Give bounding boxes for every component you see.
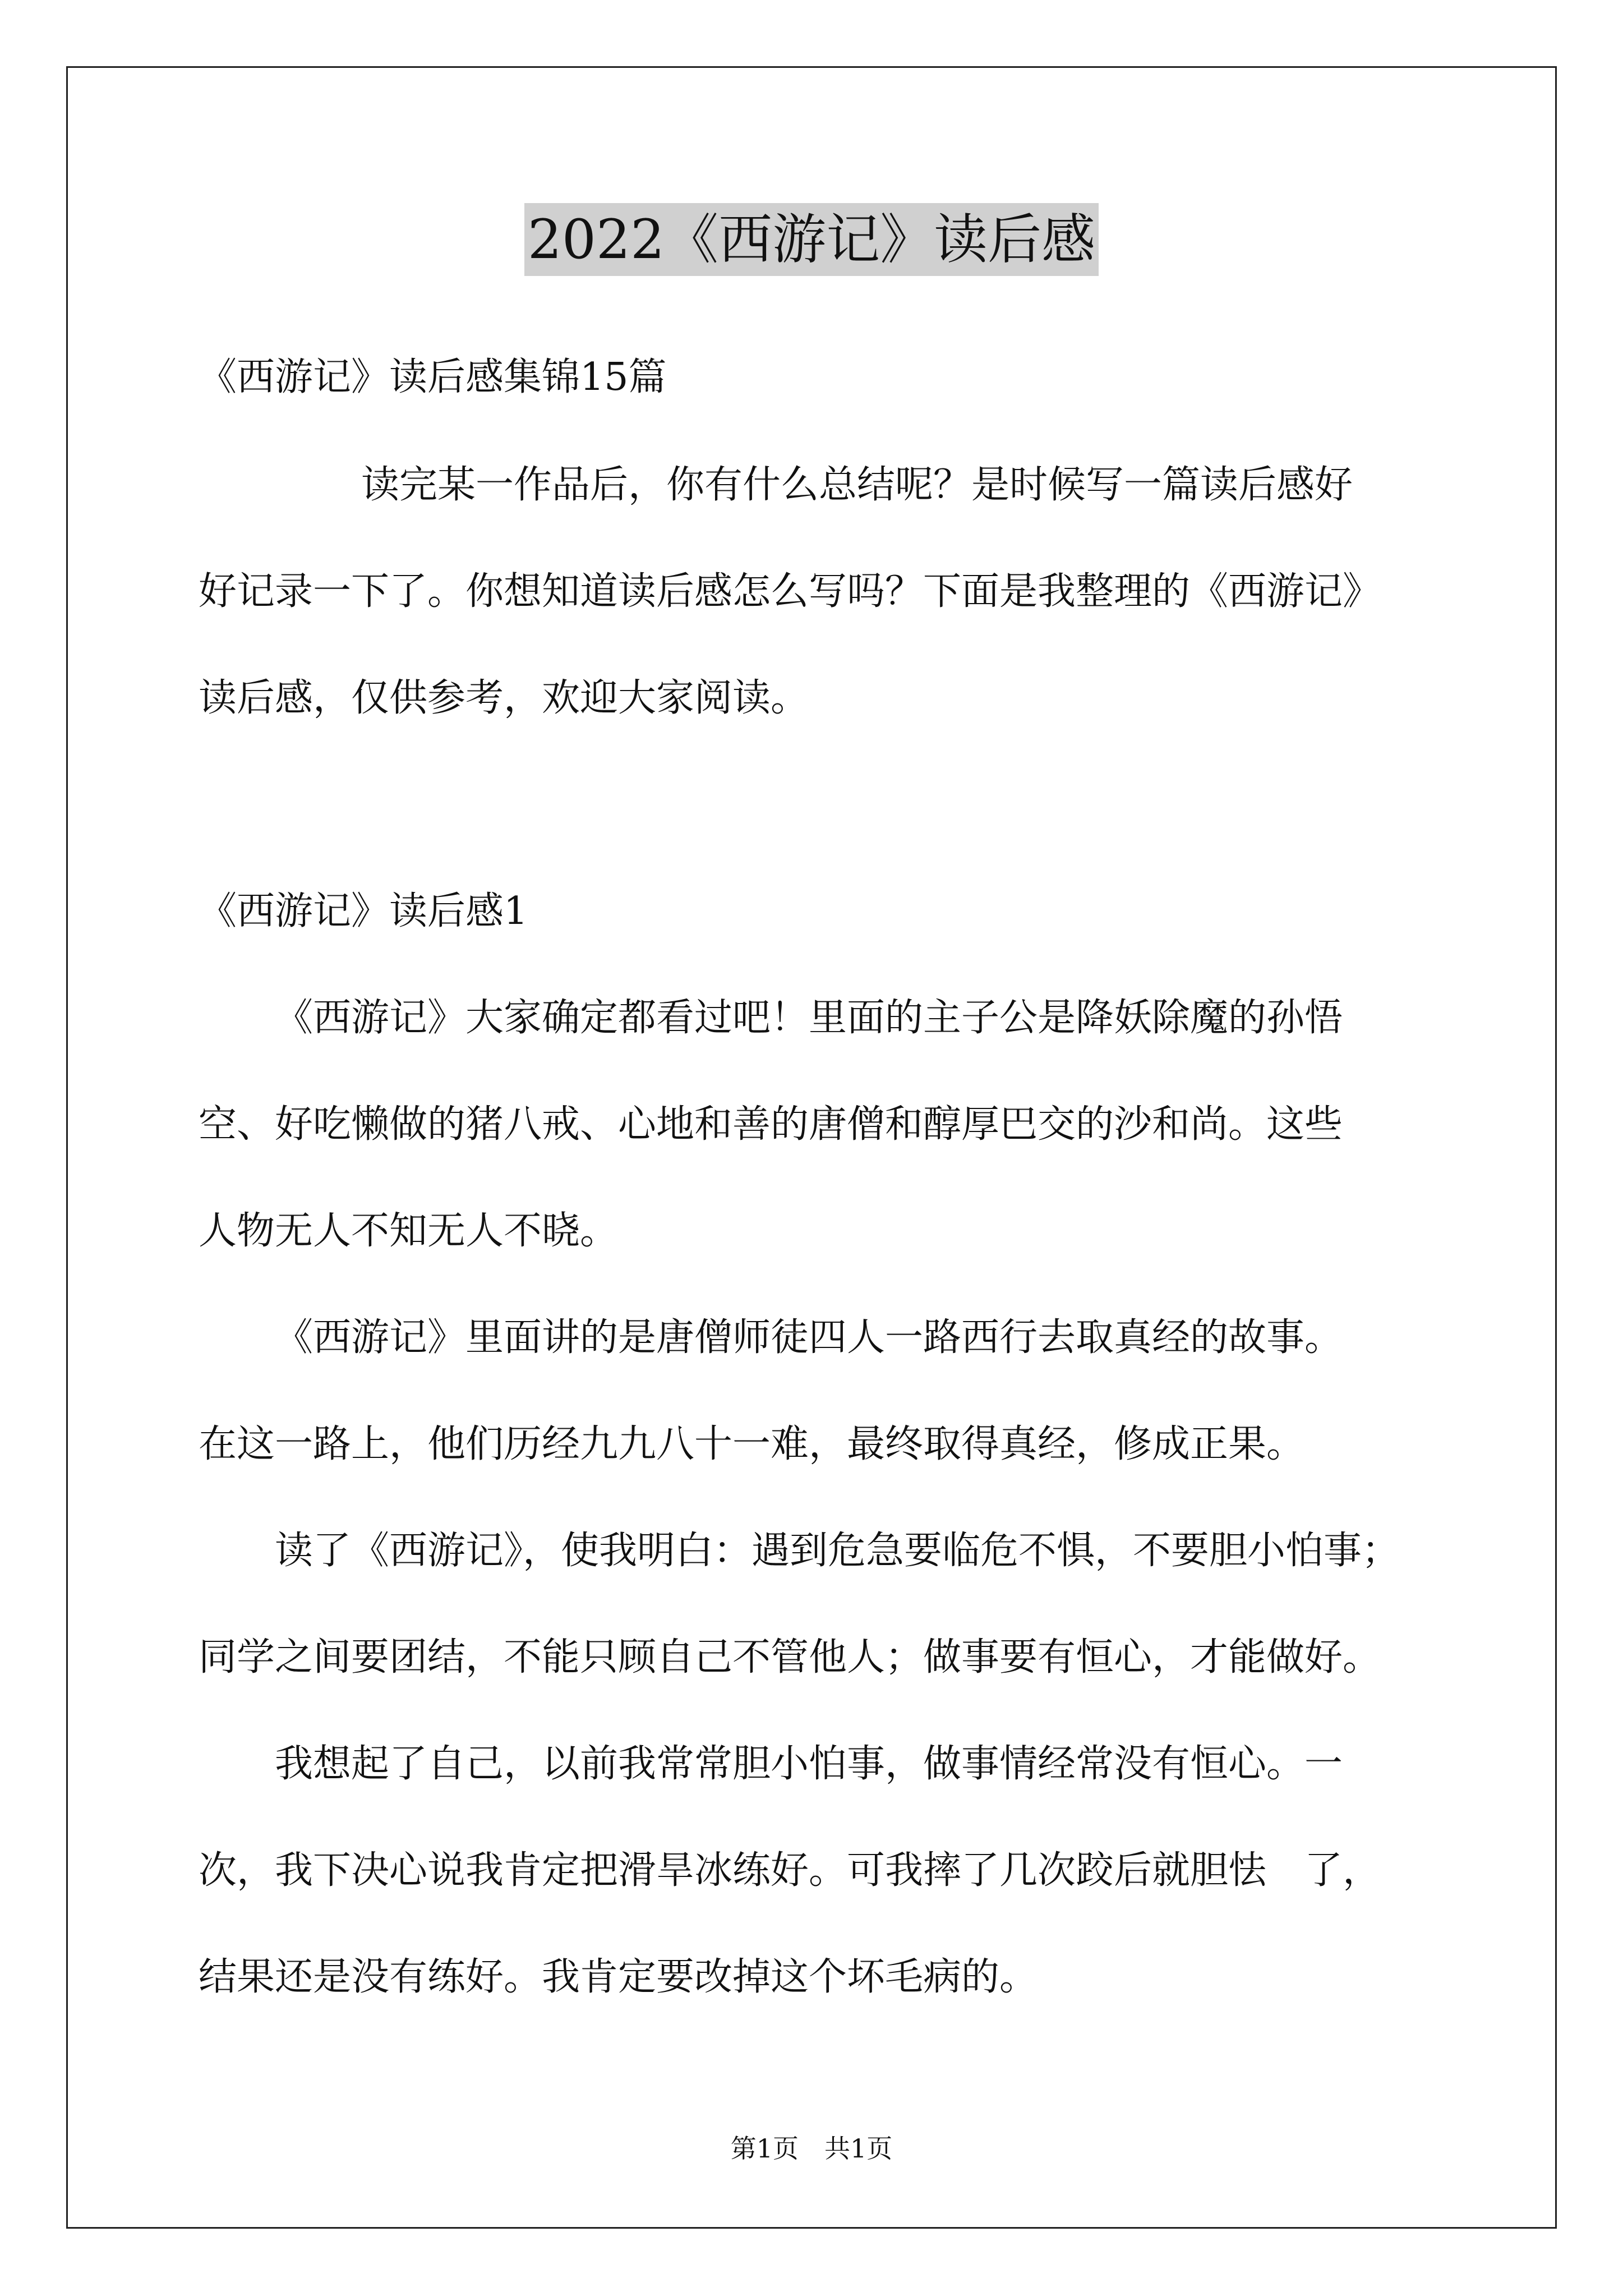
paragraph-line: 次，我下决心说我肯定把滑旱冰练好。可我摔了几次跤后就胆怯 了， <box>199 1848 1381 1893</box>
paragraph-line: 《西游记》大家确定都看过吧！里面的主子公是降妖除魔的孙悟 <box>275 996 1343 1040</box>
paragraph-line: 在这一路上，他们历经九九八十一难，最终取得真经，修成正果。 <box>199 1422 1305 1466</box>
paragraph-line: 我想起了自己，以前我常常胆小怕事，做事情经常没有恒心。一 <box>275 1742 1343 1786</box>
intro-line-1: 读完某一作品后，你有什么总结呢？是时候写一篇读后感好 <box>361 463 1353 507</box>
paragraph-line: 读了《西游记》，使我明白：遇到危急要临危不惧，不要胆小怕事； <box>275 1529 1400 1573</box>
document-title: 2022《西游记》读后感 <box>524 203 1099 276</box>
document-title-container <box>0 203 1623 276</box>
page-footer: 第1页 共1页 <box>730 2133 893 2164</box>
paragraph-line: 人物无人不知无人不晓。 <box>199 1209 619 1253</box>
paragraph-line: 空、好吃懒做的猪八戒、心地和善的唐僧和醇厚巴交的沙和尚。这些 <box>199 1102 1343 1147</box>
intro-line-2: 好记录一下了。你想知道读后感怎么写吗？下面是我整理的《西游记》 <box>199 569 1381 614</box>
paragraph-line: 《西游记》里面讲的是唐僧师徒四人一路西行去取真经的故事。 <box>275 1315 1343 1360</box>
intro-line-3: 读后感，仅供参考，欢迎大家阅读。 <box>199 676 809 720</box>
paragraph-line: 结果还是没有练好。我肯定要改掉这个坏毛病的。 <box>199 1955 1038 1999</box>
section-heading: 《西游记》读后感1 <box>199 889 528 933</box>
paragraph-line: 同学之间要团结，不能只顾自己不管他人；做事要有恒心，才能做好。 <box>199 1635 1381 1680</box>
subtitle: 《西游记》读后感集锦15篇 <box>199 355 667 399</box>
